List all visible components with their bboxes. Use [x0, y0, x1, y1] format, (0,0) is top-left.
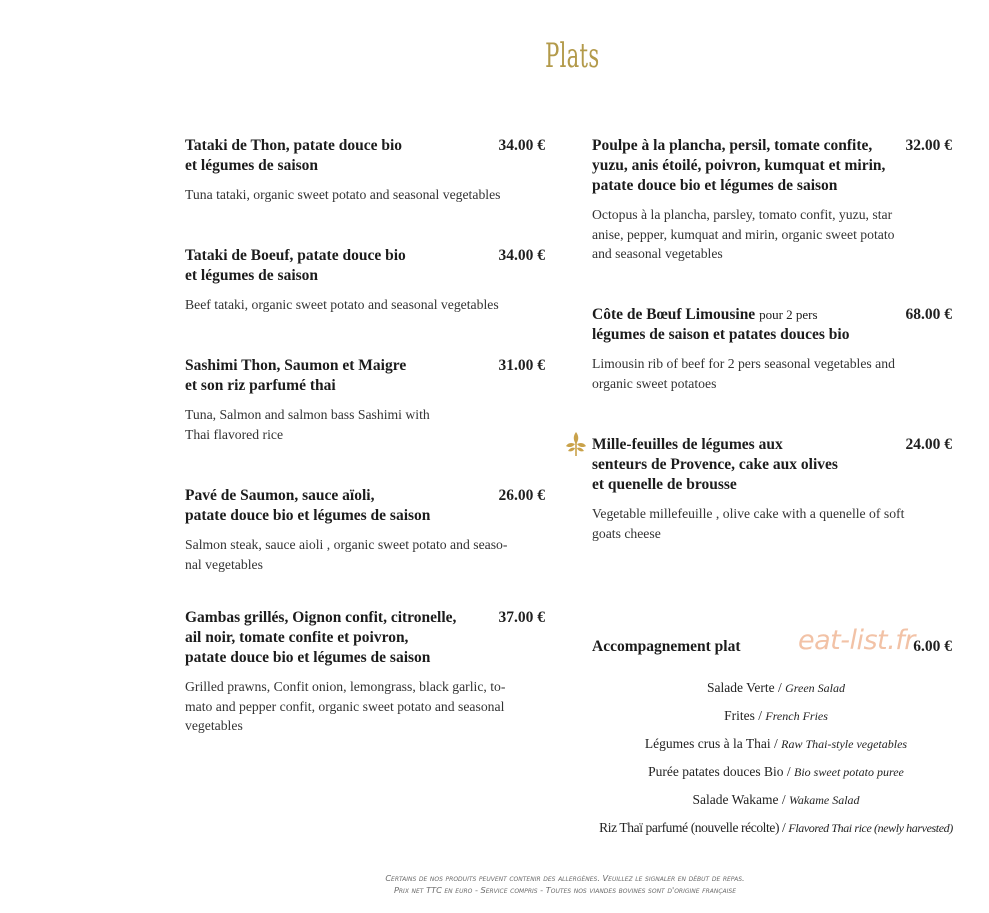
dish-description: Octopus à la plancha, parsley, tomato confit, yuzu, star anise, pepper, kumquat and mirin, organic sweet potato and seasonal vegetables [592, 207, 895, 261]
menu-item-tataki-thon [185, 136, 547, 205]
dish-description: Salmon steak, sauce aioli , organic sweet potato and seaso- nal vegetables [185, 537, 508, 572]
menu-item-mille-feuilles [592, 435, 954, 543]
footer-notice: Certains de nos produits peuvent contenir des allergènes. Veuillez le signaler en début de repas. Prix net TTC en euro - Service compris - Toutes nos viandes bovines sont d'origine française [385, 873, 745, 895]
dish-price: 32.00 € [905, 137, 952, 154]
dish-description: Tuna tataki, organic sweet potato and seasonal vegetables [185, 187, 501, 202]
menu-item-tataki-boeuf [185, 246, 547, 315]
dish-name: Tataki de Thon, patate douce bio et légumes de saison [185, 137, 403, 174]
dish-price: 31.00 € [498, 357, 545, 374]
dish-name: Gambas grillés, Oignon confit, citronelle, ail noir, tomate confite et poivron, patate douce bio et légumes de saison [185, 609, 457, 666]
dish-description: Limousin rib of beef for 2 pers seasonal vegetables and organic sweet potatoes [592, 356, 895, 391]
dish-description: Vegetable millefeuille , olive cake with a quenelle of soft goats cheese [592, 506, 905, 541]
dish-price: 68.00 € [905, 306, 952, 323]
leaf-icon [565, 431, 587, 457]
list-item: Frites / French Fries [724, 708, 828, 723]
list-item: Riz Thaï parfumé (nouvelle récolte) / Flavored Thai rice (newly harvested) [599, 820, 953, 835]
dish-name: Mille-feuilles de légumes aux senteurs de Provence, cake aux olives et quenelle de brousse [592, 436, 838, 493]
menu-item-sashimi [185, 356, 547, 444]
dish-description: Grilled prawns, Confit onion, lemongrass, black garlic, to- mato and pepper confit, organic sweet potato and seasonal vegetables [185, 679, 506, 733]
list-item: Légumes crus à la Thai / Raw Thai-style vegetables [644, 736, 908, 751]
menu-item-pave-saumon [185, 486, 547, 574]
list-item: Purée patates douces Bio / Bio sweet potato puree [648, 764, 904, 779]
menu-item-gambas [185, 608, 547, 736]
page-title: Plats [545, 36, 600, 76]
watermark: eat-list.fr [798, 625, 915, 656]
dish-description: Beef tataki, organic sweet potato and seasonal vegetables [185, 297, 499, 312]
dish-price: 37.00 € [498, 609, 545, 626]
dish-name: Sashimi Thon, Saumon et Maigre et son riz parfumé thai [185, 357, 407, 394]
dish-description: Tuna, Salmon and salmon bass Sashimi with Thai flavored rice [185, 407, 430, 442]
menu-item-poulpe [592, 136, 954, 264]
menu-item-cote-de-boeuf [592, 305, 954, 393]
side-dish-list [592, 674, 960, 842]
dish-price: 34.00 € [498, 137, 545, 154]
dish-name: Côte de Bœuf Limousine pour 2 pers légumes de saison et patates douces bio [592, 306, 850, 343]
list-item: Salade Wakame / Wakame Salad [692, 792, 860, 807]
dish-price: 24.00 € [905, 436, 952, 453]
side-dish-price: 6.00 € [913, 638, 952, 655]
side-dish-label: Accompagnement plat [592, 638, 741, 655]
dish-price: 26.00 € [498, 487, 545, 504]
list-item: Salade Verte / Green Salad [706, 680, 845, 695]
dish-name: Pavé de Saumon, sauce aïoli, patate douce bio et légumes de saison [185, 487, 431, 524]
dish-price: 34.00 € [498, 247, 545, 264]
dish-name: Tataki de Boeuf, patate douce bio et légumes de saison [185, 247, 406, 284]
dish-name: Poulpe à la plancha, persil, tomate confite, yuzu, anis étoilé, poivron, kumquat et mirin, patate douce bio et légumes de saison [592, 137, 886, 194]
